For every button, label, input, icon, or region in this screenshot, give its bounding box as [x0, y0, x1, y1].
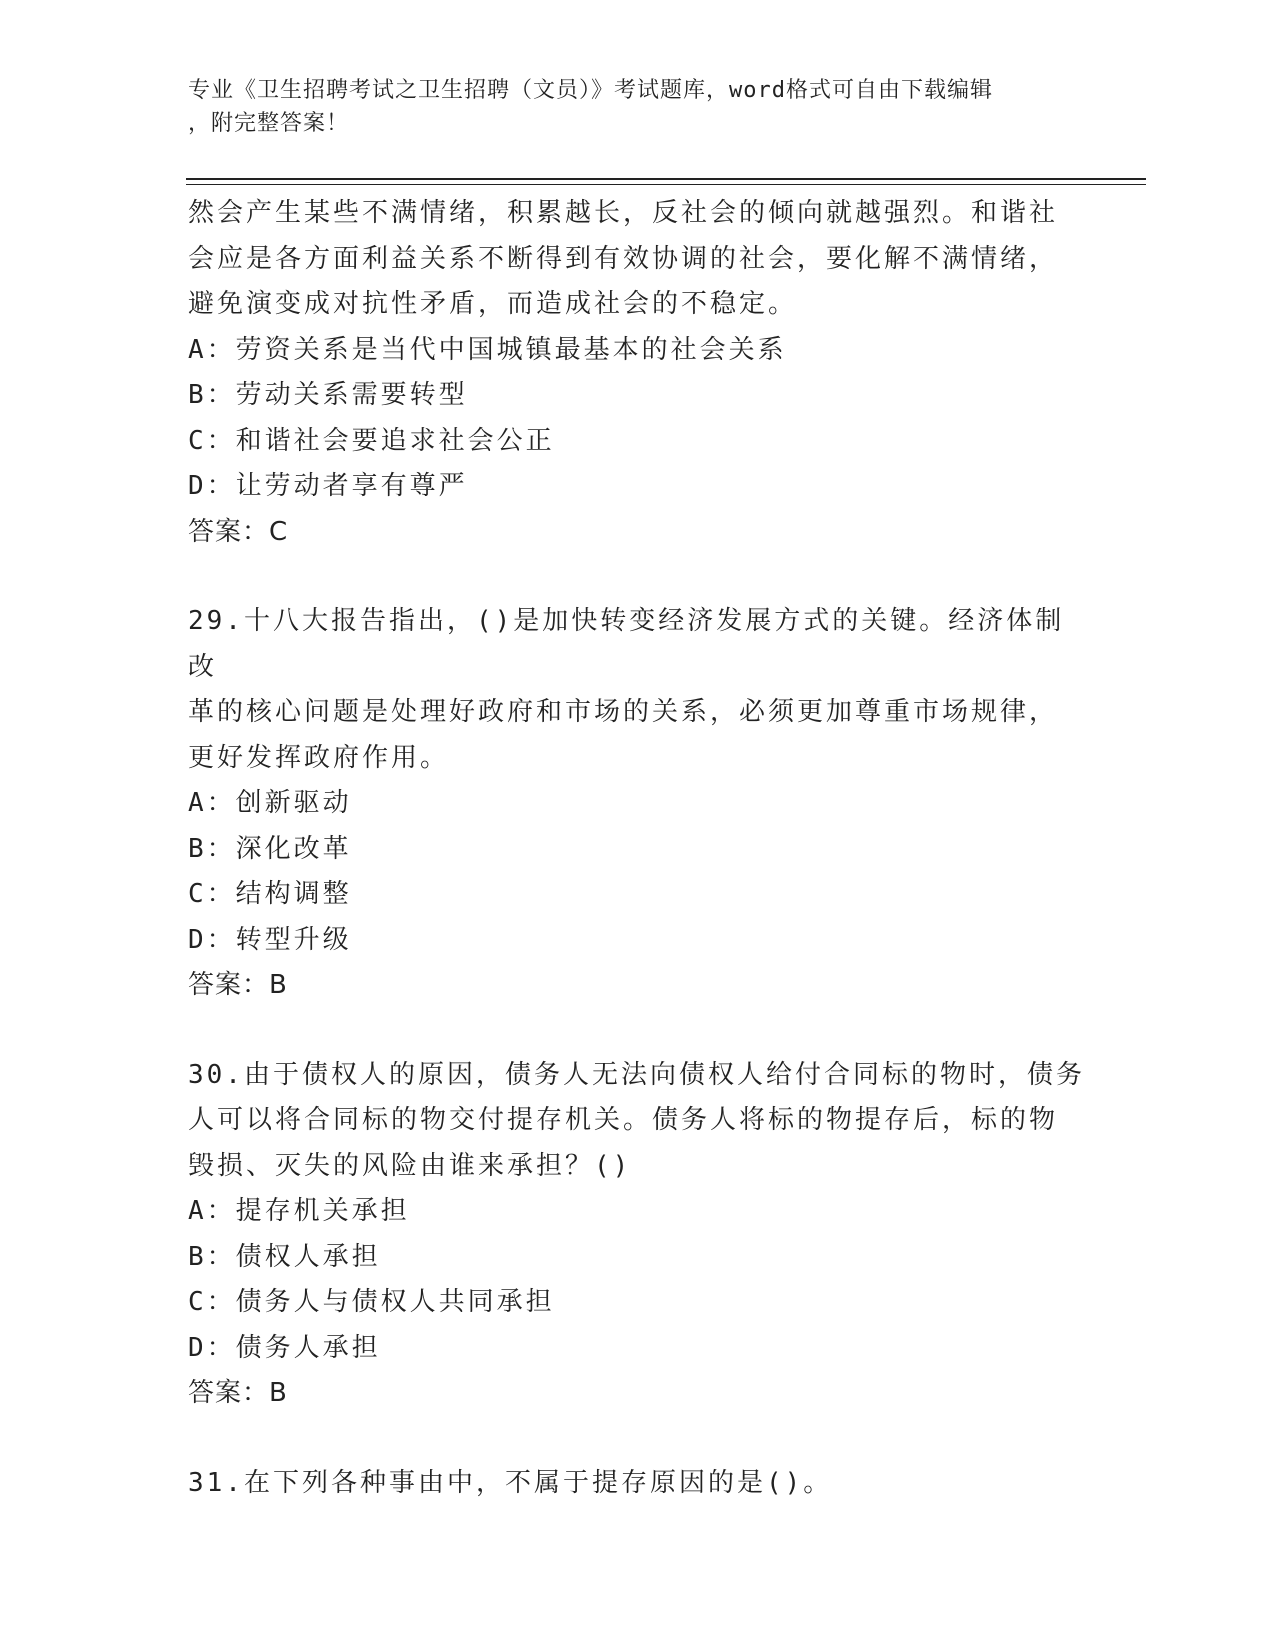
question-31	[188, 1461, 1088, 1507]
header-divider-thin	[186, 184, 1146, 185]
question-text-line: 避免演变成对抗性矛盾，而造成社会的不稳定。	[188, 289, 798, 319]
question-text-line: 30.由于债权人的原因，债务人无法向债权人给付合同标的物时，债务	[188, 1059, 1085, 1090]
question-text-line: 更好发挥政府作用。	[188, 742, 450, 773]
document-body	[188, 191, 1088, 1506]
option-d: D：转型升级	[188, 924, 352, 955]
question-29	[188, 599, 1088, 1009]
header-line-2: ，附完整答案！	[188, 111, 350, 136]
option-a: A：创新驱动	[188, 788, 352, 818]
spacer	[188, 555, 1088, 599]
question-text-line: 毁损、灭失的风险由谁来承担？()	[188, 1150, 632, 1181]
question-text-line: 然会产生某些不满情绪，积累越长，反社会的倾向就越强烈。和谐社	[188, 198, 1059, 228]
question-text-line: 会应是各方面利益关系不断得到有效协调的社会，要化解不满情绪，	[188, 243, 1059, 274]
header-divider-thick	[186, 178, 1146, 180]
answer: 答案：C	[188, 516, 289, 547]
option-c: C：债务人与债权人共同承担	[188, 1287, 555, 1317]
option-a: A：提存机关承担	[188, 1196, 410, 1226]
option-d: D：债务人承担	[188, 1332, 381, 1363]
answer: 答案：B	[188, 970, 288, 1000]
question-28-continuation	[188, 191, 1088, 555]
document-header	[188, 74, 1068, 140]
header-line-1: 专业《卫生招聘考试之卫生招聘（文员）》考试题库，word格式可自由下载编辑	[188, 78, 993, 103]
question-30	[188, 1053, 1088, 1417]
question-text-line: 革的核心问题是处理好政府和市场的关系，必须更加尊重市场规律，	[188, 697, 1059, 727]
spacer	[188, 1417, 1088, 1461]
option-b: B：劳动关系需要转型	[188, 380, 468, 410]
answer: 答案：B	[188, 1378, 288, 1408]
spacer	[188, 1009, 1088, 1053]
option-c: C：结构调整	[188, 879, 352, 909]
option-b: B：深化改革	[188, 833, 352, 864]
option-b: B：债权人承担	[188, 1241, 381, 1272]
option-d: D：让劳动者享有尊严	[188, 471, 468, 501]
option-c: C：和谐社会要追求社会公正	[188, 425, 555, 456]
question-text-line: 29.十八大报告指出，()是加快转变经济发展方式的关键。经济体制改	[188, 606, 1065, 682]
option-a: A：劳资关系是当代中国城镇最基本的社会关系	[188, 334, 787, 365]
question-text-line: 31.在下列各种事由中，不属于提存原因的是()。	[188, 1467, 833, 1498]
question-text-line: 人可以将合同标的物交付提存机关。债务人将标的物提存后，标的物	[188, 1105, 1059, 1135]
